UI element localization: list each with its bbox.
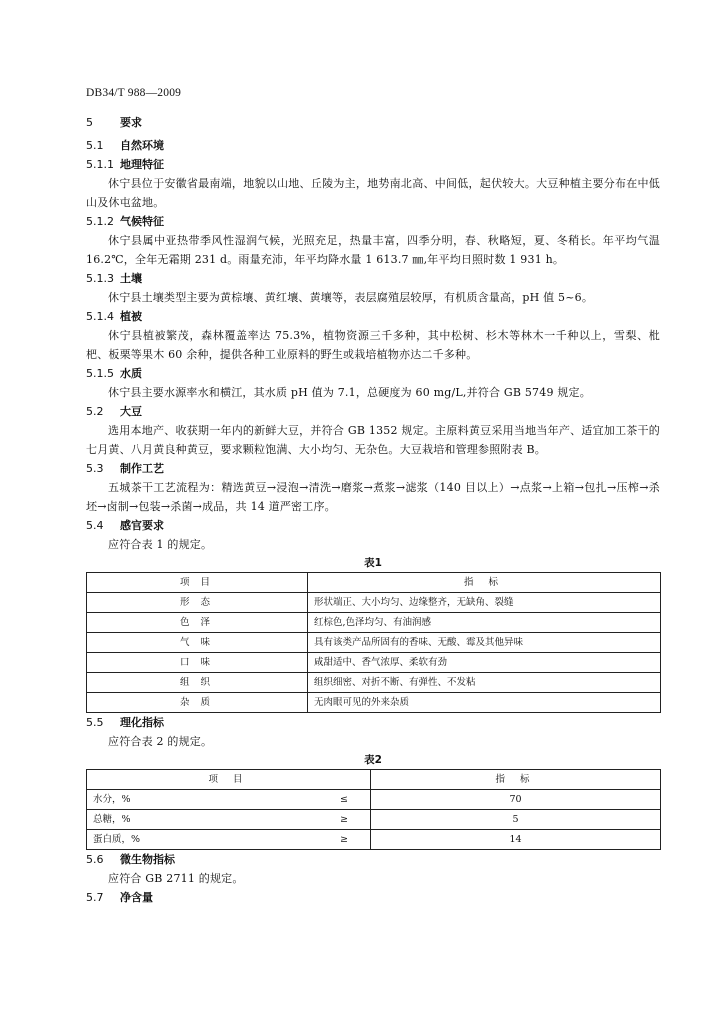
table-cell: 蛋白质，% bbox=[87, 830, 319, 850]
paragraph: 休宁县主要水源率水和横江，其水质 pH 值为 7.1，总硬度为 60 mg/L,并符合 GB 5749 规定。 bbox=[108, 386, 591, 399]
section-heading: 5.7 净含量 bbox=[86, 891, 153, 904]
paragraph: 选用本地产、收获期一年内的新鲜大豆，并符合 GB 1352 规定。主原料黄豆采用当地当年产、适宜加工茶干的七月黄、八月黄良种黄豆，要求颗粒饱满、大小均匀、无杂色。大豆栽培和管理参照附表 B。 bbox=[86, 424, 660, 456]
table-cell: 红棕色,色泽均匀、有油润感 bbox=[308, 613, 661, 633]
table-header-row bbox=[87, 770, 661, 790]
table-cell: 组织细密、对折不断、有弹性、不发粘 bbox=[308, 673, 661, 693]
table-cell: 总糖，% bbox=[87, 810, 319, 830]
table-row bbox=[87, 633, 661, 653]
table-row bbox=[87, 653, 661, 673]
paragraph: 五城茶干工艺流程为：精选黄豆→浸泡→清洗→磨浆→煮浆→滤浆（140 目以上）→点浆→上箱→包扎→压榨→杀坯→卤制→包装→杀菌→成品，共 14 道严密工序。 bbox=[86, 481, 660, 513]
paragraph: 休宁县植被繁茂，森林覆盖率达 75.3%，植物资源三千多种，其中松树、杉木等林木一千种以上，雪梨、枇杷、板栗等果木 60 余种，提供各种工业原料的野生或栽培植物亦达二千多种。 bbox=[86, 329, 660, 361]
table-cell: ≤ bbox=[318, 790, 371, 810]
section-heading: 5.1.2 气候特征 bbox=[86, 215, 164, 228]
table-row bbox=[87, 693, 661, 713]
standard-header: DB34/T 988—2009 bbox=[86, 87, 182, 99]
table-cell: 70 bbox=[371, 790, 661, 810]
section-heading: 5.1.3 土壤 bbox=[86, 272, 142, 285]
table-cell: 口 味 bbox=[87, 653, 308, 673]
table-cell: 形 态 bbox=[87, 593, 308, 613]
table-caption: 表2 bbox=[364, 754, 382, 766]
table-header-row bbox=[87, 573, 661, 593]
table-cell: ≥ bbox=[318, 830, 371, 850]
paragraph: 休宁县土壤类型主要为黄棕壤、黄红壤、黄壤等，表层腐殖层较厚，有机质含量高，pH 值 5~6。 bbox=[108, 291, 594, 304]
section-heading: 5.1 自然环境 bbox=[86, 139, 164, 152]
table-row bbox=[87, 593, 661, 613]
table-cell: 气 味 bbox=[87, 633, 308, 653]
section-heading: 5.5 理化指标 bbox=[86, 716, 164, 729]
table-cell: 无肉眼可见的外来杂质 bbox=[308, 693, 661, 713]
table-cell: 5 bbox=[371, 810, 661, 830]
column-header: 项 目 bbox=[87, 770, 371, 790]
section-heading: 5.4 感官要求 bbox=[86, 519, 164, 532]
table-row bbox=[87, 613, 661, 633]
column-header: 指 标 bbox=[308, 573, 661, 593]
column-header: 指 标 bbox=[371, 770, 661, 790]
section-heading: 5.2 大豆 bbox=[86, 405, 142, 418]
table-cell: 具有该类产品所固有的香味、无酸、霉及其他异味 bbox=[308, 633, 661, 653]
section-heading: 5.3 制作工艺 bbox=[86, 462, 164, 475]
section-heading: 5.1.1 地理特征 bbox=[86, 158, 164, 171]
table-cell: 杂 质 bbox=[87, 693, 308, 713]
table-cell: 水分，% bbox=[87, 790, 319, 810]
paragraph: 应符合 GB 2711 的规定。 bbox=[108, 872, 244, 885]
paragraph: 应符合表 1 的规定。 bbox=[108, 538, 213, 551]
paragraph: 休宁县属中亚热带季风性湿润气候，光照充足，热量丰富，四季分明，春、秋略短，夏、冬稍长。年平均气温 16.2℃，全年无霜期 231 d。雨量充沛，年平均降水量 1 613.7 ㎜,年平均日照时数 1 931 h。 bbox=[86, 234, 660, 266]
table-row bbox=[87, 790, 661, 810]
table-cell: ≥ bbox=[318, 810, 371, 830]
column-header: 项 目 bbox=[87, 573, 308, 593]
table-row bbox=[87, 810, 661, 830]
paragraph: 休宁县位于安徽省最南端，地貌以山地、丘陵为主，地势南北高、中间低，起伏较大。大豆种植主要分布在中低山及休屯盆地。 bbox=[86, 177, 660, 209]
section-heading: 5.1.4 植被 bbox=[86, 310, 142, 323]
table-cell: 组 织 bbox=[87, 673, 308, 693]
table-cell: 形状端正、大小均匀、边缘整齐，无缺角、裂缝 bbox=[308, 593, 661, 613]
table-cell: 色 泽 bbox=[87, 613, 308, 633]
physicochemical-table bbox=[86, 769, 661, 850]
table-row bbox=[87, 830, 661, 850]
sensory-table bbox=[86, 572, 661, 713]
paragraph: 应符合表 2 的规定。 bbox=[108, 735, 213, 748]
document-body bbox=[86, 109, 660, 907]
section-heading: 5.6 微生物指标 bbox=[86, 853, 175, 866]
table-cell: 咸甜适中、香气浓厚、柔软有劲 bbox=[308, 653, 661, 673]
table-cell: 14 bbox=[371, 830, 661, 850]
table-caption: 表1 bbox=[364, 557, 382, 569]
section-heading: 5 要求 bbox=[86, 116, 142, 129]
table-row bbox=[87, 673, 661, 693]
section-heading: 5.1.5 水质 bbox=[86, 367, 142, 380]
